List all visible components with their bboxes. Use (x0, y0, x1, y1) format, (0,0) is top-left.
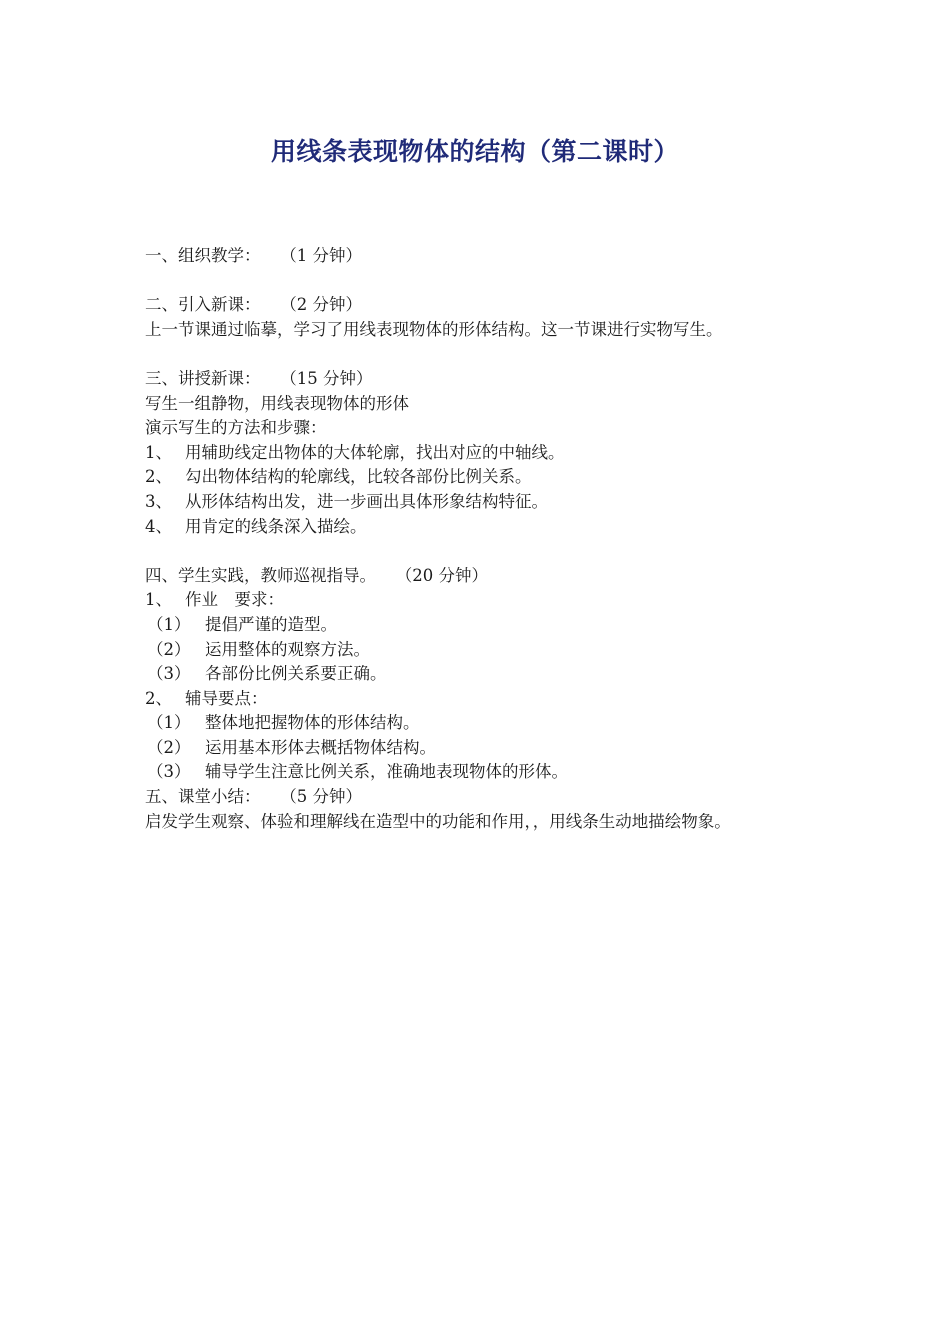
sub-item-number: （3） (147, 664, 191, 684)
sub-item-number: （3） (147, 762, 191, 782)
step-text: 用辅助线定出物体的大体轮廓，找出对应的中轴线。 (185, 442, 565, 462)
section-3-line: 写生一组静物，用线表现物体的形体 (145, 393, 409, 413)
step-item (145, 515, 805, 540)
section-5-heading: 五、课堂小结： (145, 787, 261, 807)
step-number: 4、 (145, 516, 172, 536)
step-item (145, 490, 805, 515)
sub-item-text: 各部份比例关系要正确。 (205, 664, 387, 684)
step-item (145, 441, 805, 466)
step-text: 勾出物体结构的轮廓线，比较各部份比例关系。 (185, 467, 532, 487)
section-5-heading-line (145, 785, 805, 810)
step-text: 从形体结构出发，进一步画出具体形象结构特征。 (185, 491, 548, 511)
section-4-heading-line (145, 564, 805, 589)
sub-item-text: 运用整体的观察方法。 (205, 639, 370, 659)
sub-item (145, 613, 805, 638)
step-number: 3、 (145, 491, 172, 511)
step-text: 用肯定的线条深入描绘。 (185, 516, 367, 536)
sub-item (145, 760, 805, 785)
section-3-line: 演示写生的方法和步骤： (145, 418, 327, 438)
section-4-duration: （20 分钟） (404, 565, 488, 585)
section-3-heading-line (145, 367, 805, 392)
group-number: 1、 (145, 590, 172, 610)
sub-item-text: 提倡严谨的造型。 (205, 614, 337, 634)
step-number: 2、 (145, 467, 172, 487)
group-label: 作业 要求： (185, 590, 284, 610)
section-2-duration: （2 分钟） (288, 295, 362, 315)
section-2-heading-line (145, 293, 805, 318)
step-number: 1、 (145, 442, 172, 462)
section-2-heading: 二、引入新课： (145, 295, 261, 315)
document-body (145, 244, 805, 834)
sub-item (145, 711, 805, 736)
sub-item-number: （1） (147, 713, 191, 733)
spacer (145, 269, 805, 294)
sub-item-text: 辅导学生注意比例关系，准确地表现物体的形体。 (205, 762, 568, 782)
section-5-paragraph: 启发学生观察、体验和理解线在造型中的功能和作用，，用线条生动地描绘物象。 (145, 811, 731, 831)
group-heading (145, 687, 805, 712)
section-4-heading: 四、学生实践，教师巡视指导。 (145, 565, 376, 585)
sub-item-number: （2） (147, 737, 191, 757)
sub-item-text: 运用基本形体去概括物体结构。 (205, 737, 436, 757)
section-3-duration: （15 分钟） (288, 368, 373, 388)
section-1-duration: （1 分钟） (288, 246, 362, 265)
sub-item (145, 736, 805, 761)
section-3-heading: 三、讲授新课： (145, 368, 261, 388)
sub-item (145, 638, 805, 663)
section-1-heading-line (145, 244, 805, 269)
sub-item-number: （1） (147, 614, 191, 634)
step-item (145, 465, 805, 490)
spacer (145, 342, 805, 367)
spacer (145, 539, 805, 564)
group-heading (145, 588, 805, 613)
group-label: 辅导要点： (185, 688, 268, 708)
group-number: 2、 (145, 688, 172, 708)
section-2-paragraph: 上一节课通过临摹，学习了用线表现物体的形体结构。这一节课进行实物写生。 (145, 319, 723, 339)
sub-item (145, 662, 805, 687)
section-1-heading: 一、组织教学： (145, 246, 261, 265)
sub-item-number: （2） (147, 639, 191, 659)
document-title: 用线条表现物体的结构（第二课时） (270, 137, 679, 166)
sub-item-text: 整体地把握物体的形体结构。 (205, 713, 420, 733)
section-5-duration: （5 分钟） (288, 787, 362, 807)
